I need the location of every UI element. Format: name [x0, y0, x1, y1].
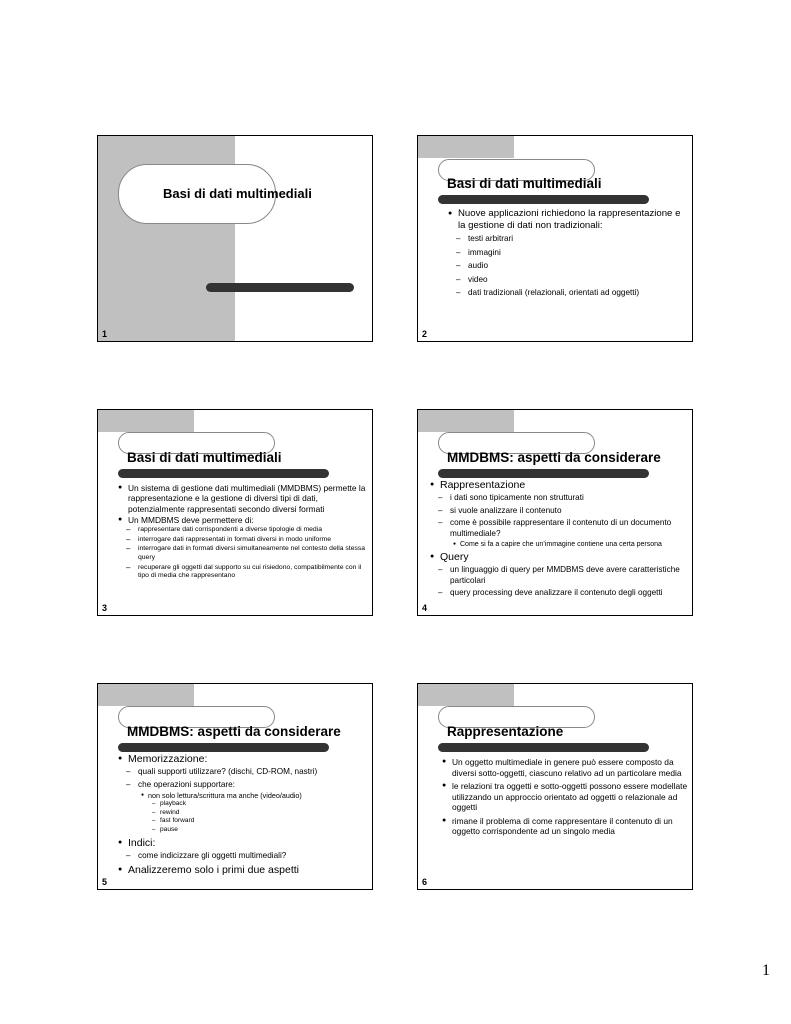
sub-bullet: – i dati sono tipicamente non strutturati [430, 493, 692, 504]
title-bar [438, 743, 649, 752]
slide-number: 6 [422, 877, 428, 887]
bullet: ● Un sistema di gestione dati multimediali (MMDBMS) permette la rappresentazione e la gestione di diversi tipi di dati, potenzialmente rappresentati secondo diversi formati [118, 483, 368, 514]
bullet: ● Query [430, 551, 692, 563]
sub-bullet: – audio [448, 261, 684, 272]
bullet: ● Un oggetto multimediale in genere può essere composto da diversi sotto-oggetti, ciascuno relativo ad un particolare media [442, 757, 688, 778]
slide-body [430, 479, 692, 599]
bullet: ● rimane il problema di come rappresentare il contenuto di un oggetto corrispondente ad un singolo media [442, 816, 688, 837]
slide-number: 5 [102, 877, 108, 887]
bullet: ● le relazioni tra oggetti e sotto-oggetti possono essere modellate utilizzando un approccio orientato ad oggetti o relazionale ad oggetti [442, 781, 688, 813]
title-bar [118, 743, 329, 752]
sub-bullet: – quali supporti utilizzare? (dischi, CD-ROM, nastri) [118, 767, 370, 778]
bullet: ● Analizzeremo solo i primi due aspetti [118, 864, 370, 876]
slide-6 [417, 683, 693, 890]
sub-bullet: – come è possibile rappresentare il contenuto di un documento multimediale? [430, 518, 692, 539]
bullet: ● Rappresentazione [430, 479, 692, 491]
op-item: – pause [118, 826, 370, 835]
slide-body [118, 483, 368, 581]
sub-sub-bullet: ● Come si fa a capire che un’immagine contiene una certa persona [430, 540, 692, 549]
sub-bullet: – recuperare gli oggetti dal supporto su cui risiedono, compatibilmente con il tipo di media che rappresentano [118, 564, 368, 581]
title-bar [206, 283, 354, 292]
slide-4 [417, 409, 693, 616]
title-bar [438, 195, 649, 204]
title-bar [118, 469, 329, 478]
slide-1 [97, 135, 373, 342]
slide-body [442, 757, 688, 837]
sub-bullet: – query processing deve analizzare il contenuto degli oggetti [430, 588, 692, 599]
op-item: – rewind [118, 809, 370, 818]
bullet: ● Un MMDBMS deve permettere di: [118, 515, 368, 525]
sub-sub-bullet: ● non solo lettura/scrittura ma anche (video/audio) [118, 791, 370, 800]
page-number: 1 [762, 962, 770, 979]
sub-bullet: – testi arbitrari [448, 234, 684, 245]
gray-panel [418, 684, 514, 706]
bullet: ● Indici: [118, 837, 370, 849]
sub-bullet: – si vuole analizzare il contenuto [430, 506, 692, 517]
bullet: ● Memorizzazione: [118, 753, 370, 765]
gray-panel [98, 410, 194, 432]
sub-bullet: – interrogare dati in formati diversi simultaneamente nel contesto della stessa query [118, 545, 368, 562]
slide-title: Basi di dati multimediali [127, 450, 282, 465]
gray-panel [98, 684, 194, 706]
sub-bullet: – che operazioni supportare: [118, 780, 370, 791]
slide-number: 1 [102, 329, 108, 339]
slide-3 [97, 409, 373, 616]
slide-title: Basi di dati multimediali [447, 176, 602, 191]
slide-body [448, 208, 684, 299]
slide-number: 3 [102, 603, 108, 613]
slide-number: 2 [422, 329, 428, 339]
sub-bullet: – interrogare dati rappresentati in formati diversi in modo uniforme [118, 536, 368, 545]
slide-title: MMDBMS: aspetti da considerare [127, 724, 341, 739]
sub-bullet: – video [448, 275, 684, 286]
slide-5 [97, 683, 373, 890]
slide-body [118, 753, 370, 876]
title-bar [438, 469, 649, 478]
op-item: – playback [118, 800, 370, 809]
gray-panel [418, 410, 514, 432]
sub-bullet: – rappresentare dati corrispondenti a diverse tipologie di media [118, 526, 368, 535]
op-item: – fast forward [118, 817, 370, 826]
slide-title: MMDBMS: aspetti da considerare [447, 450, 661, 465]
bullet: ● Nuove applicazioni richiedono la rappresentazione e la gestione di dati non tradizionali: [448, 208, 684, 232]
gray-panel [418, 136, 514, 158]
slide-title: Basi di dati multimediali [163, 186, 312, 201]
slide-title: Rappresentazione [447, 724, 564, 739]
sub-bullet: – dati tradizionali (relazionali, orientati ad oggetti) [448, 288, 684, 299]
sub-bullet: – immagini [448, 248, 684, 259]
slide-2 [417, 135, 693, 342]
sub-bullet: – un linguaggio di query per MMDBMS deve avere caratteristiche particolari [430, 565, 692, 586]
slide-number: 4 [422, 603, 428, 613]
sub-bullet: – come indicizzare gli oggetti multimediali? [118, 851, 370, 862]
